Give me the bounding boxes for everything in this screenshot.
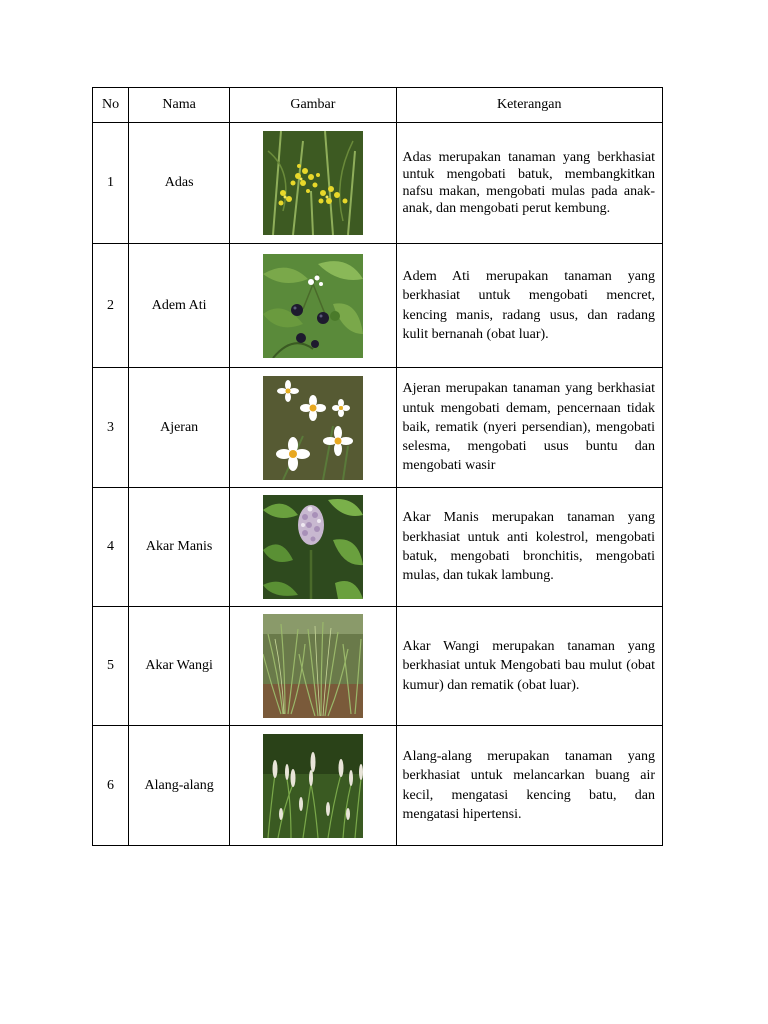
header-no: No — [93, 88, 129, 123]
row-nama: Adem Ati — [129, 244, 230, 368]
table-row — [93, 726, 663, 846]
plant-image-fennel — [263, 131, 363, 235]
table-header-row — [93, 88, 663, 123]
header-nama: Nama — [129, 88, 230, 123]
header-gambar: Gambar — [230, 88, 396, 123]
row-no: 1 — [93, 123, 129, 244]
row-nama: Adas — [129, 123, 230, 244]
table-row — [93, 368, 663, 488]
table-row — [93, 607, 663, 726]
header-keterangan: Keterangan — [396, 88, 662, 123]
row-no: 6 — [93, 726, 129, 846]
row-keterangan: Akar Manis merupakan tanaman yang berkhasiat untuk anti kolestrol, mengobati batuk, mengobati bronchitis, mengobati mulas, dan tukak lambung. — [396, 488, 662, 607]
plant-image-akar-manis — [263, 495, 363, 599]
row-nama: Alang-alang — [129, 726, 230, 846]
row-no: 4 — [93, 488, 129, 607]
table-row — [93, 244, 663, 368]
row-no: 2 — [93, 244, 129, 368]
table-row — [93, 123, 663, 244]
row-no: 3 — [93, 368, 129, 488]
row-nama: Ajeran — [129, 368, 230, 488]
row-nama: Akar Wangi — [129, 607, 230, 726]
plant-image-akar-wangi — [263, 614, 363, 718]
row-keterangan: Akar Wangi merupakan tanaman yang berkhasiat untuk Mengobati bau mulut (obat kumur) dan rematik (obat luar). — [396, 607, 662, 726]
plant-image-adem-ati — [263, 254, 363, 358]
table-row — [93, 488, 663, 607]
row-keterangan: Alang-alang merupakan tanaman yang berkhasiat untuk melancarkan buang air kecil, mengatasi kencing batu, dan mengatasi hipertensi. — [396, 726, 662, 846]
plant-table — [92, 87, 663, 846]
row-nama: Akar Manis — [129, 488, 230, 607]
row-keterangan: Adem Ati merupakan tanaman yang berkhasiat untuk mengobati mencret, kencing manis, radang usus, dan radang kulit bernanah (obat luar). — [396, 244, 662, 368]
row-keterangan: Ajeran merupakan tanaman yang berkhasiat untuk mengobati demam, pencernaan tidak baik, rematik (nyeri persendian), mengobati selesma, mengobati usus buntu dan mengobati wasir — [396, 368, 662, 488]
row-keterangan: Adas merupakan tanaman yang berkhasiat untuk mengobati batuk, membangkitkan nafsu makan, mengobati mulas pada anak-anak, dan mengobati perut kembung. — [396, 123, 662, 244]
plant-image-alang-alang — [263, 734, 363, 838]
row-no: 5 — [93, 607, 129, 726]
plant-image-ajeran — [263, 376, 363, 480]
